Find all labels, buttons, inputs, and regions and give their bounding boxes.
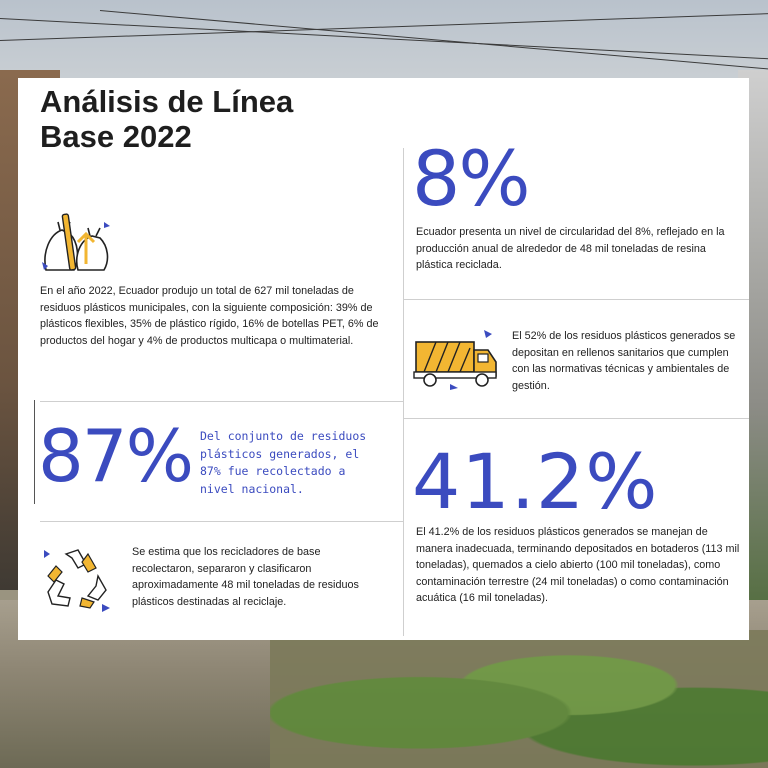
- stat-8-value: 8%: [412, 134, 529, 223]
- intro-text: En el año 2022, Ecuador produjo un total de 627 mil toneladas de residuos plásticos municipales, con la siguiente composición: 39% de plásticos flexibles, 35% de plástico rígido, 16% de botellas PET, 6% de productos del hogar y 4% de productos multicapa o multimaterial.: [40, 285, 379, 347]
- plastic-waste-bags-icon: [40, 212, 112, 276]
- recycle-icon: [42, 546, 112, 612]
- stat-87-value: 87%: [38, 414, 193, 498]
- stat-41-value: 41.2%: [412, 437, 659, 526]
- column-divider: [403, 148, 404, 636]
- row-divider: [404, 418, 749, 419]
- stat-41-text: El 41.2% de los residuos plásticos generados se manejan de manera inadecuada, terminando depositados en botaderos (113 mil toneladas), quemados a cielo abierto (100 mil toneladas), como contaminación terrestre (24 mil toneladas) o como contaminación acuática (16 mil toneladas).: [416, 526, 740, 604]
- stat-87-text: Del conjunto de residuos plásticos generados, el 87% fue recolectado a nivel nacional.: [200, 429, 367, 496]
- landfill-text: El 52% de los residuos plásticos generados se depositan en rellenos sanitarios que cumplen con las normativas técnicas y ambientales de gestión.: [512, 330, 736, 392]
- stat-accent-line: [34, 400, 35, 504]
- garbage-truck-icon: [410, 328, 502, 390]
- stat-8-text: Ecuador presenta un nivel de circularidad del 8%, reflejado en la producción anual de alrededor de 48 mil toneladas de resina plástica reciclada.: [416, 226, 725, 271]
- infographic-panel: [18, 78, 749, 640]
- row-divider: [40, 401, 403, 402]
- row-divider: [40, 521, 403, 522]
- recyclers-text: Se estima que los recicladores de base recolectaron, separaron y clasificaron aproximadamente 48 mil toneladas de residuos plásticos destinadas al reciclaje.: [132, 546, 359, 608]
- row-divider: [404, 299, 749, 300]
- page-title: Análisis de Línea Base 2022: [40, 84, 294, 154]
- vegetation-and-trash: [270, 630, 768, 768]
